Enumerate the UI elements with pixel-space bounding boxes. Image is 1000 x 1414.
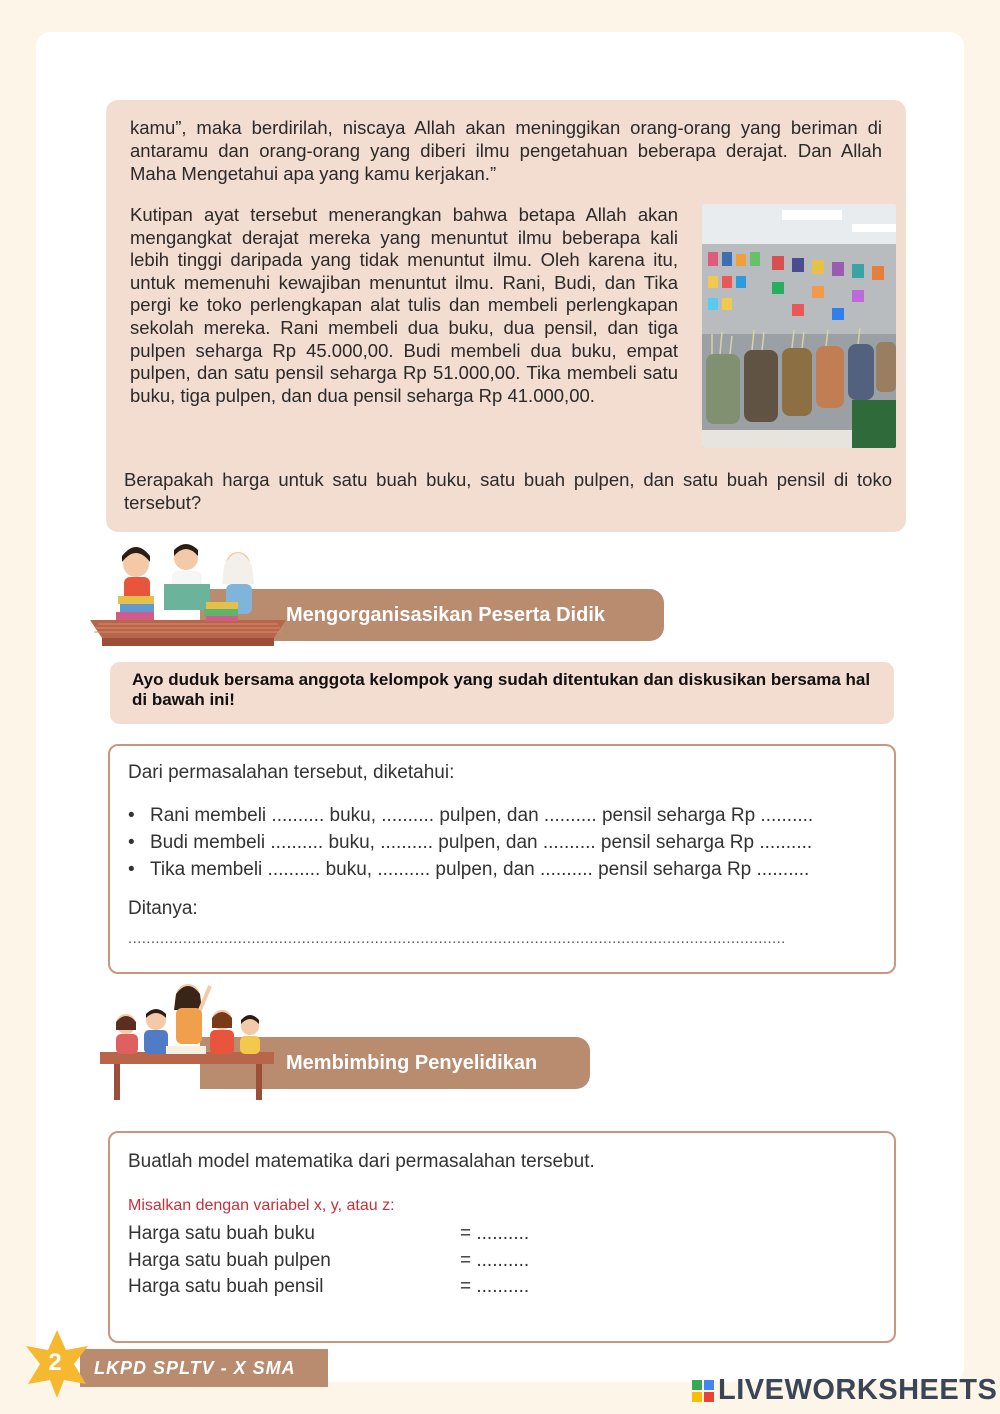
story-body-text: Kutipan ayat tersebut menerangkan bahwa betapa Allah akan mengangkat derajat mereka yang menuntut ilmu beberapa kali lebih tinggi daripada yang tidak menuntut ilmu. Oleh karena itu, untuk memenuhi kewajiban menuntut ilmu. Rani, Budi, dan Tika pergi ke toko perlengkapan alat tulis dan membeli perlengkapan sekolah mereka. Rani membeli dua buku, dua pensil, dan tiga pulpen seharga Rp 45.000,00. Budi membeli dua buku, empat pulpen, dan satu pensil seharga Rp 51.000,00. Tika membeli satu buku, tiga pulpen, dan dua pensil seharga Rp 41.000,00. (130, 204, 678, 406)
page-number: 2 (48, 1349, 62, 1376)
known-list (128, 802, 813, 883)
asked-label: Ditanya: (128, 898, 198, 919)
teacher-students-illustration (96, 980, 276, 1104)
list-item: • Rani membeli .......... buku, .......... pulpen, dan .......... pensil seharga Rp .......... (128, 802, 813, 829)
footer-tag-text: LKPD SPLTV - X SMA (94, 1357, 296, 1378)
known-asked-box (108, 744, 896, 974)
liveworksheets-brand-text: LIVEWORKSHEETS (718, 1374, 998, 1406)
liveworksheets-logo[interactable] (692, 1374, 997, 1407)
section-title: Mengorganisasikan Peserta Didik (286, 603, 606, 626)
row-label-buku: Harga satu buah buku (128, 1223, 315, 1244)
bullet-text-budi[interactable]: Budi membeli .......... buku, .......... pulpen, dan .......... pensil seharga Rp .......... (150, 832, 813, 853)
known-label: Dari permasalahan tersebut, diketahui: (128, 762, 455, 783)
story-question-text: Berapakah harga untuk satu buah buku, satu buah pulpen, dan satu buah pensil di toko tersebut? (124, 469, 892, 513)
asked-answer-line[interactable]: ................................................................................................................................................ (128, 930, 786, 947)
row-label-pensil: Harga satu buah pensil (128, 1276, 324, 1297)
stationery-store-photo (702, 204, 896, 448)
model-instruction: Buatlah model matematika dari permasalahan tersebut. (128, 1151, 595, 1172)
bullet-text-rani[interactable]: Rani membeli .......... buku, .......... pulpen, dan .......... pensil seharga Rp .......... (150, 805, 814, 826)
story-panel (106, 100, 906, 532)
section-title: Membimbing Penyelidikan (286, 1051, 538, 1074)
footer-tag (80, 1349, 328, 1387)
row-value-buku[interactable]: = .......... (460, 1223, 530, 1244)
students-reading-illustration (88, 540, 288, 650)
row-value-pensil[interactable]: = .......... (460, 1276, 530, 1297)
liveworksheets-logo-icon (692, 1380, 714, 1402)
variable-note: Misalkan dengan variabel x, y, atau z: (128, 1197, 395, 1214)
row-value-pulpen[interactable]: = .......... (460, 1250, 530, 1271)
bullet-text-tika[interactable]: Tika membeli .......... buku, .......... pulpen, dan .......... pensil seharga Rp .......... (150, 859, 810, 880)
math-model-box (108, 1131, 896, 1343)
row-label-pulpen: Harga satu buah pulpen (128, 1250, 331, 1271)
group-instruction: Ayo duduk bersama anggota kelompok yang sudah ditentukan dan diskusikan bersama hal di bawah ini! (110, 662, 894, 724)
list-item: • Tika membeli .......... buku, .......... pulpen, dan .......... pensil seharga Rp .......... (128, 856, 813, 883)
story-quote-text: kamu”, maka berdirilah, niscaya Allah akan meninggikan orang-orang yang beriman di antaramu dan orang-orang yang diberi ilmu pengetahuan beberapa derajat. Dan Allah Maha Mengetahui apa yang kamu kerjakan.” (130, 117, 882, 184)
list-item: • Budi membeli .......... buku, .......... pulpen, dan .......... pensil seharga Rp .......... (128, 829, 813, 856)
